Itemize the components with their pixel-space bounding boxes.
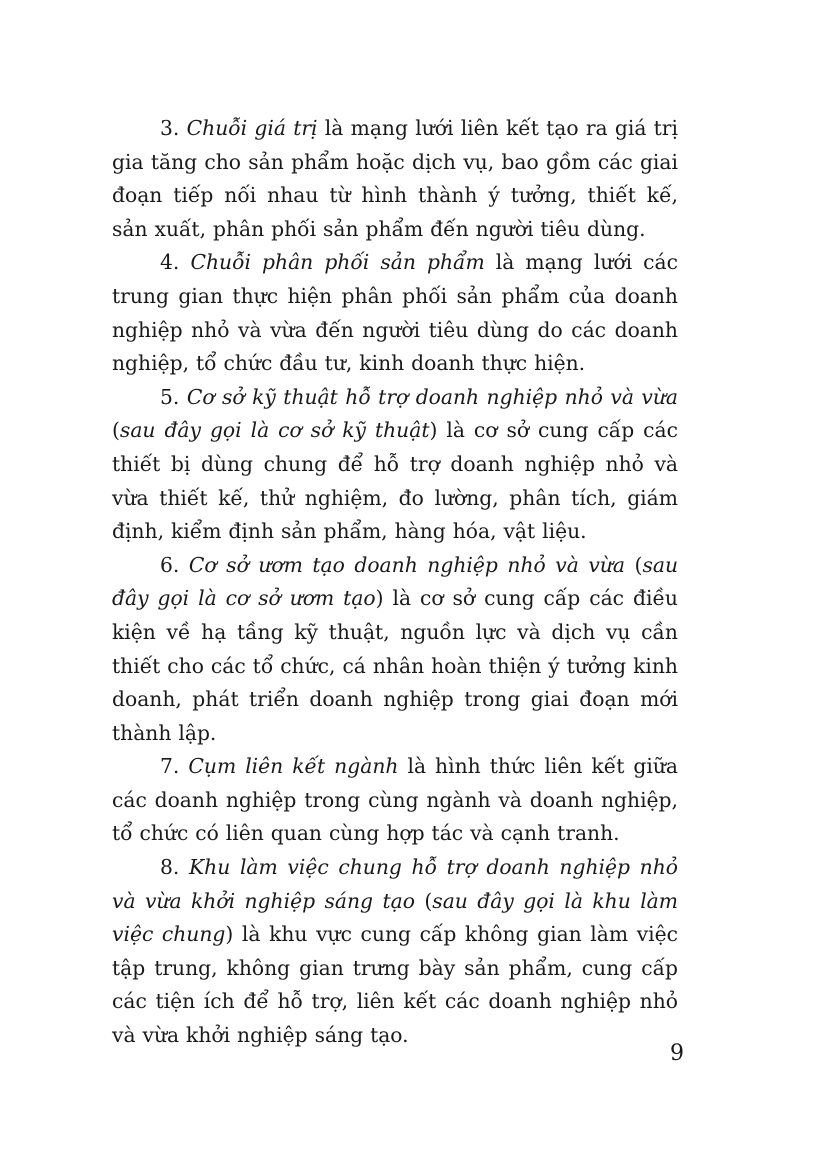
definition-text: ) là khu vực cung cấp không gian làm việc tập trung, không gian trưng bày sản phẩm, cung cấp các tiện ích để hỗ trợ, liên kết các doanh nghiệp nhỏ và vừa khởi nghiệp sáng tạo. bbox=[112, 922, 679, 1048]
definition-text: ) là cơ sở cung cấp các điều kiện về hạ tầng kỹ thuật, nguồn lực và dịch vụ cần thiết cho các tổ chức, cá nhân hoàn thiện ý tưởng kinh doanh, phát triển doanh nghiệp trong giai đoạn mới thành lập. bbox=[112, 586, 678, 745]
definition-term: Chuỗi giá trị bbox=[186, 116, 318, 140]
definition-term: Khu làm việc chung hỗ trợ doanh nghiệp nhỏ và vừa khởi nghiệp sáng tạo bbox=[112, 855, 678, 913]
page-number: 9 bbox=[670, 1041, 684, 1066]
page-body bbox=[112, 112, 678, 1053]
definition-7 bbox=[112, 750, 678, 851]
definition-text: là mạng lưới các trung gian thực hiện phân phối sản phẩm của doanh nghiệp nhỏ và vừa đến người tiêu dùng do các doanh nghiệp, tổ chức đầu tư, kinh doanh thực hiện. bbox=[112, 250, 678, 376]
definition-4 bbox=[112, 246, 678, 380]
definition-number: 3. bbox=[160, 116, 180, 140]
definition-text: là mạng lưới liên kết tạo ra giá trị gia tăng cho sản phẩm hoặc dịch vụ, bao gồm các giai đoạn tiếp nối nhau từ hình thành ý tưởng, thiết kế, sản xuất, phân phối sản phẩm đến người tiêu dùng. bbox=[112, 116, 678, 241]
definition-number: 6. bbox=[160, 552, 180, 577]
definition-number: 7. bbox=[160, 754, 180, 779]
definition-number: 4. bbox=[160, 250, 180, 275]
definition-number: 5. bbox=[160, 384, 180, 409]
definition-alias: sau đây gọi là cơ sở ươm tạo bbox=[112, 552, 679, 611]
definition-alias: sau đây gọi là cơ sở kỹ thuật bbox=[119, 418, 430, 443]
definition-5 bbox=[112, 381, 678, 549]
paren-open: ( bbox=[112, 418, 120, 443]
definition-text: ) là cơ sở cung cấp các thiết bị dùng chung để hỗ trợ doanh nghiệp nhỏ và vừa thiết kế, thử nghiệm, đo lường, phân tích, giám định, kiểm định sản phẩm, hàng hóa, vật liệu. bbox=[112, 418, 678, 544]
definition-term: Chuỗi phân phối sản phẩm bbox=[190, 250, 485, 275]
definition-term: Cơ sở ươm tạo doanh nghiệp nhỏ và vừa bbox=[188, 552, 625, 577]
definition-3 bbox=[112, 112, 678, 246]
definition-6 bbox=[112, 549, 678, 751]
paren-open: ( bbox=[414, 888, 433, 913]
paren-open: ( bbox=[625, 552, 643, 577]
definition-8 bbox=[112, 851, 678, 1053]
definition-term: Cụm liên kết ngành bbox=[188, 754, 399, 779]
definition-text: là hình thức liên kết giữa các doanh nghiệp trong cùng ngành và doanh nghiệp, tổ chức có liên quan cùng hợp tác và cạnh tranh. bbox=[112, 754, 678, 846]
definition-term: Cơ sở kỹ thuật hỗ trợ doanh nghiệp nhỏ và vừa bbox=[186, 384, 678, 409]
definition-alias: sau đây gọi là khu làm việc chung bbox=[112, 888, 678, 947]
definition-number: 8. bbox=[160, 855, 180, 880]
